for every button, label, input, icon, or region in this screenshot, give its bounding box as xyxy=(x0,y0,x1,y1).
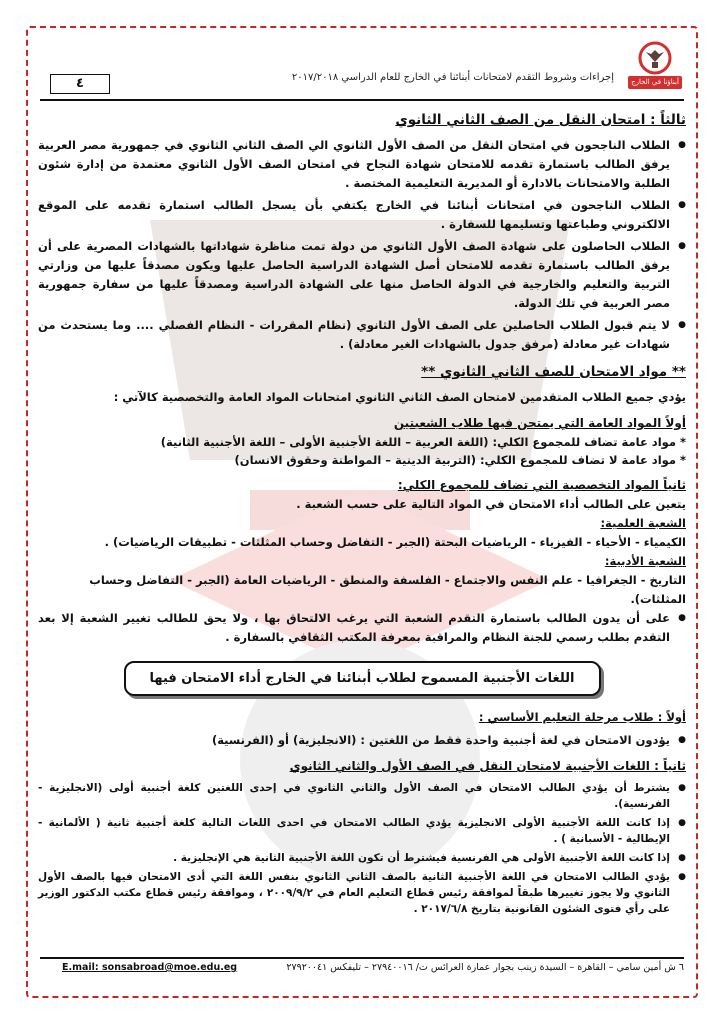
list-item: ● الطلاب الناجحون في امتحان النقل من الصف الأول الثانوي الي الصف الثاني الثانوي في جمهورية مصر العربية يرفق الطالب باستمارة تقدمه للامتحان شهادة النجاح في امتحان الصف الأول الثانوي معتمدة من إدارة شئون الطلبة والامتحانات بالادارة أو المديرية التعليمية المختصة . xyxy=(38,136,686,193)
section3-title: امتحان النقل من الصف الثاني الثانوي xyxy=(395,112,646,128)
languages-banner-wrap xyxy=(38,661,686,696)
list-item: ● الطلاب الحاصلون على شهادة الصف الأول الثانوي من دولة تمت مناظرة شهاداتها بالشهادات المصرية على أن يرفق الطالب باستمارة تقدمه للامتحان أصل الشهادة الدراسية الحاصل عليها ويكون مصدقاً عليها من وزارتي التربية والتعليم والخارجية في الدولة الحاصل منها على الشهادة الدراسية ومصدقاً عليها من سفارة جمهورية مصر العربية في تلك الدولة. xyxy=(38,237,686,313)
list-item: ● يؤدون الامتحان في لغة أجنبية واحدة فقط من اللغتين : (الانجليزية) أو (الفرنسية) xyxy=(38,731,686,750)
languages-banner: اللغات الأجنبية المسموح لطلاب أبنائنا في الخارج أداء الامتحان فيها xyxy=(124,661,601,696)
list-item: ● يؤدي الطالب الامتحان في اللغة الأجنبية الثانية بالصف الثاني الثانوي بنفس اللغة التي أدى الامتحان فيها بالصف الأول الثانوي ولا يجوز تغييرها طبقاً لموافقة رئيس قطاع التعليم العام في ٢٠٠٩/٩/٢ ، وموافقة رئيس قطاع مكتب الدكتور الوزير على رأي فتوى الشئون القانونية بتاريخ ٢٠١٧/٦/٨ . xyxy=(38,869,686,917)
section3-list xyxy=(38,136,686,354)
page-header xyxy=(40,40,684,90)
general-subjects-uncounted: * مواد عامة لا تضاف للمجموع الكلي: (التربية الدينية – المواطنة وحقوق الانسان) xyxy=(234,453,686,467)
section3-label: ثالثاً : xyxy=(650,112,686,128)
contact-email: E.mail: sonsabroad@moe.edu.eg xyxy=(62,962,238,973)
list-item: ● إذا كانت اللغة الأجنبية الأولى الانجليزية يؤدي الطالب الامتحان في احدى اللغات التالية كلغة أجنبية ثانية ( الألمانية - الإيطالية - الأسبانية ) . xyxy=(38,815,686,847)
basic-stage-list xyxy=(38,731,686,750)
eagle-logo-icon xyxy=(626,40,684,76)
document-title: إجراءات وشروط التقدم لامتحانات أبنائنا في الخارج للعام الدراسي ٢٠١٧/٢٠١٨ xyxy=(291,72,614,83)
specialized-subjects-heading: ثانياً المواد التخصصية التي تضاف للمجموع الكلي: xyxy=(397,478,686,492)
footer-divider xyxy=(40,957,684,959)
section3-heading xyxy=(38,112,686,128)
general-subjects-counted: * مواد عامة تضاف للمجموع الكلي: (اللغة العربية – اللغة الأجنبية الأولى – اللغة الأجنبية الثانية) xyxy=(160,435,686,449)
document-body xyxy=(38,108,686,920)
science-branch-label: الشعبة العلمية: xyxy=(600,516,686,530)
literary-branch-subjects: التاريخ - الجغرافيا - علم النفس والاجتماع - الفلسفة والمنطق - الرياضيات العامة (الجبر - التفاضل وحساب المثلثات). xyxy=(89,573,686,606)
subjects-heading: ** مواد الامتحان للصف الثاني الثانوي ** xyxy=(421,364,686,380)
list-item: ● لا يتم قبول الطلاب الحاصلين على الصف الأول الثانوي (نظام المقررات - النظام الفصلي .... وما يستحدث من شهادات غير معادلة (مرفق جدول بالشهادات الغير معادلة) . xyxy=(38,316,686,354)
page-number: ٤ xyxy=(50,74,110,94)
list-item: ● يشترط أن يؤدي الطالب الامتحان في الصف الأول والثاني الثانوي في إحدى اللغتين كلغة أجنبية أولى (الانجليزية - الفرنسية). xyxy=(38,780,686,812)
secondary-languages-heading: ثانياً : اللغات الأجنبية لامتحان النقل في الصف الأول والثاني الثانوي xyxy=(289,759,686,773)
basic-stage-heading: أولاً : طلاب مرحلة التعليم الأساسي : xyxy=(478,710,686,724)
list-item: ● إذا كانت اللغة الأجنبية الأولى هي الفرنسية فيشترط أن تكون اللغة الأجنبية الثانية هي الإنجليزية . xyxy=(38,850,686,866)
logo-caption: أبناؤنا في الخارج xyxy=(628,76,682,89)
page-footer xyxy=(40,962,684,978)
specialized-intro: يتعين على الطالب أداء الامتحان في المواد التالية على حسب الشعبة . xyxy=(296,497,686,511)
literary-branch-label: الشعبة الأدبية: xyxy=(604,554,686,568)
contact-address: ٦ ش أمين سامي – القاهرة – السيدة زينب بجوار عمارة العرائس ت/ ٢٧٩٤٠٠١٦ – تليفكس ٢٧٩٢٠٠٤١ xyxy=(286,962,684,973)
subjects-intro: يؤدي جميع الطلاب المتقدمين لامتحان الصف الثاني الثانوي امتحانات المواد العامة والتخصصية كالآتي : xyxy=(113,390,686,404)
list-item: ● على أن يدون الطالب باستمارة التقدم الشعبة التي يرغب الالتحاق بها ، ولا يحق للطالب تغيير الشعبة إلا بعد التقدم بطلب رسمي للجنة النظام والمراقبة بمعرفة المكتب الثقافي بالسفارة . xyxy=(38,609,686,647)
header-divider xyxy=(40,99,684,101)
general-subjects-heading: أولاً المواد العامة التي يمتحن فيها طلاب الشعبتين xyxy=(393,416,686,430)
branch-note-list xyxy=(38,609,686,647)
list-item: ● الطلاب الناجحون في امتحانات أبنائنا في الخارج يكتفي بأن يسجل الطالب استمارة تقدمه على الموقع الالكتروني وطباعتها وتسليمها للسفارة . xyxy=(38,196,686,234)
secondary-languages-list xyxy=(38,780,686,917)
science-branch-subjects: الكيمياء - الأحياء - الفيزياء - الرياضيات البحتة (الجبر - التفاضل وحساب المثلثات - تطبيقات الرياضيات) . xyxy=(104,535,686,549)
ministry-logo xyxy=(626,40,684,90)
